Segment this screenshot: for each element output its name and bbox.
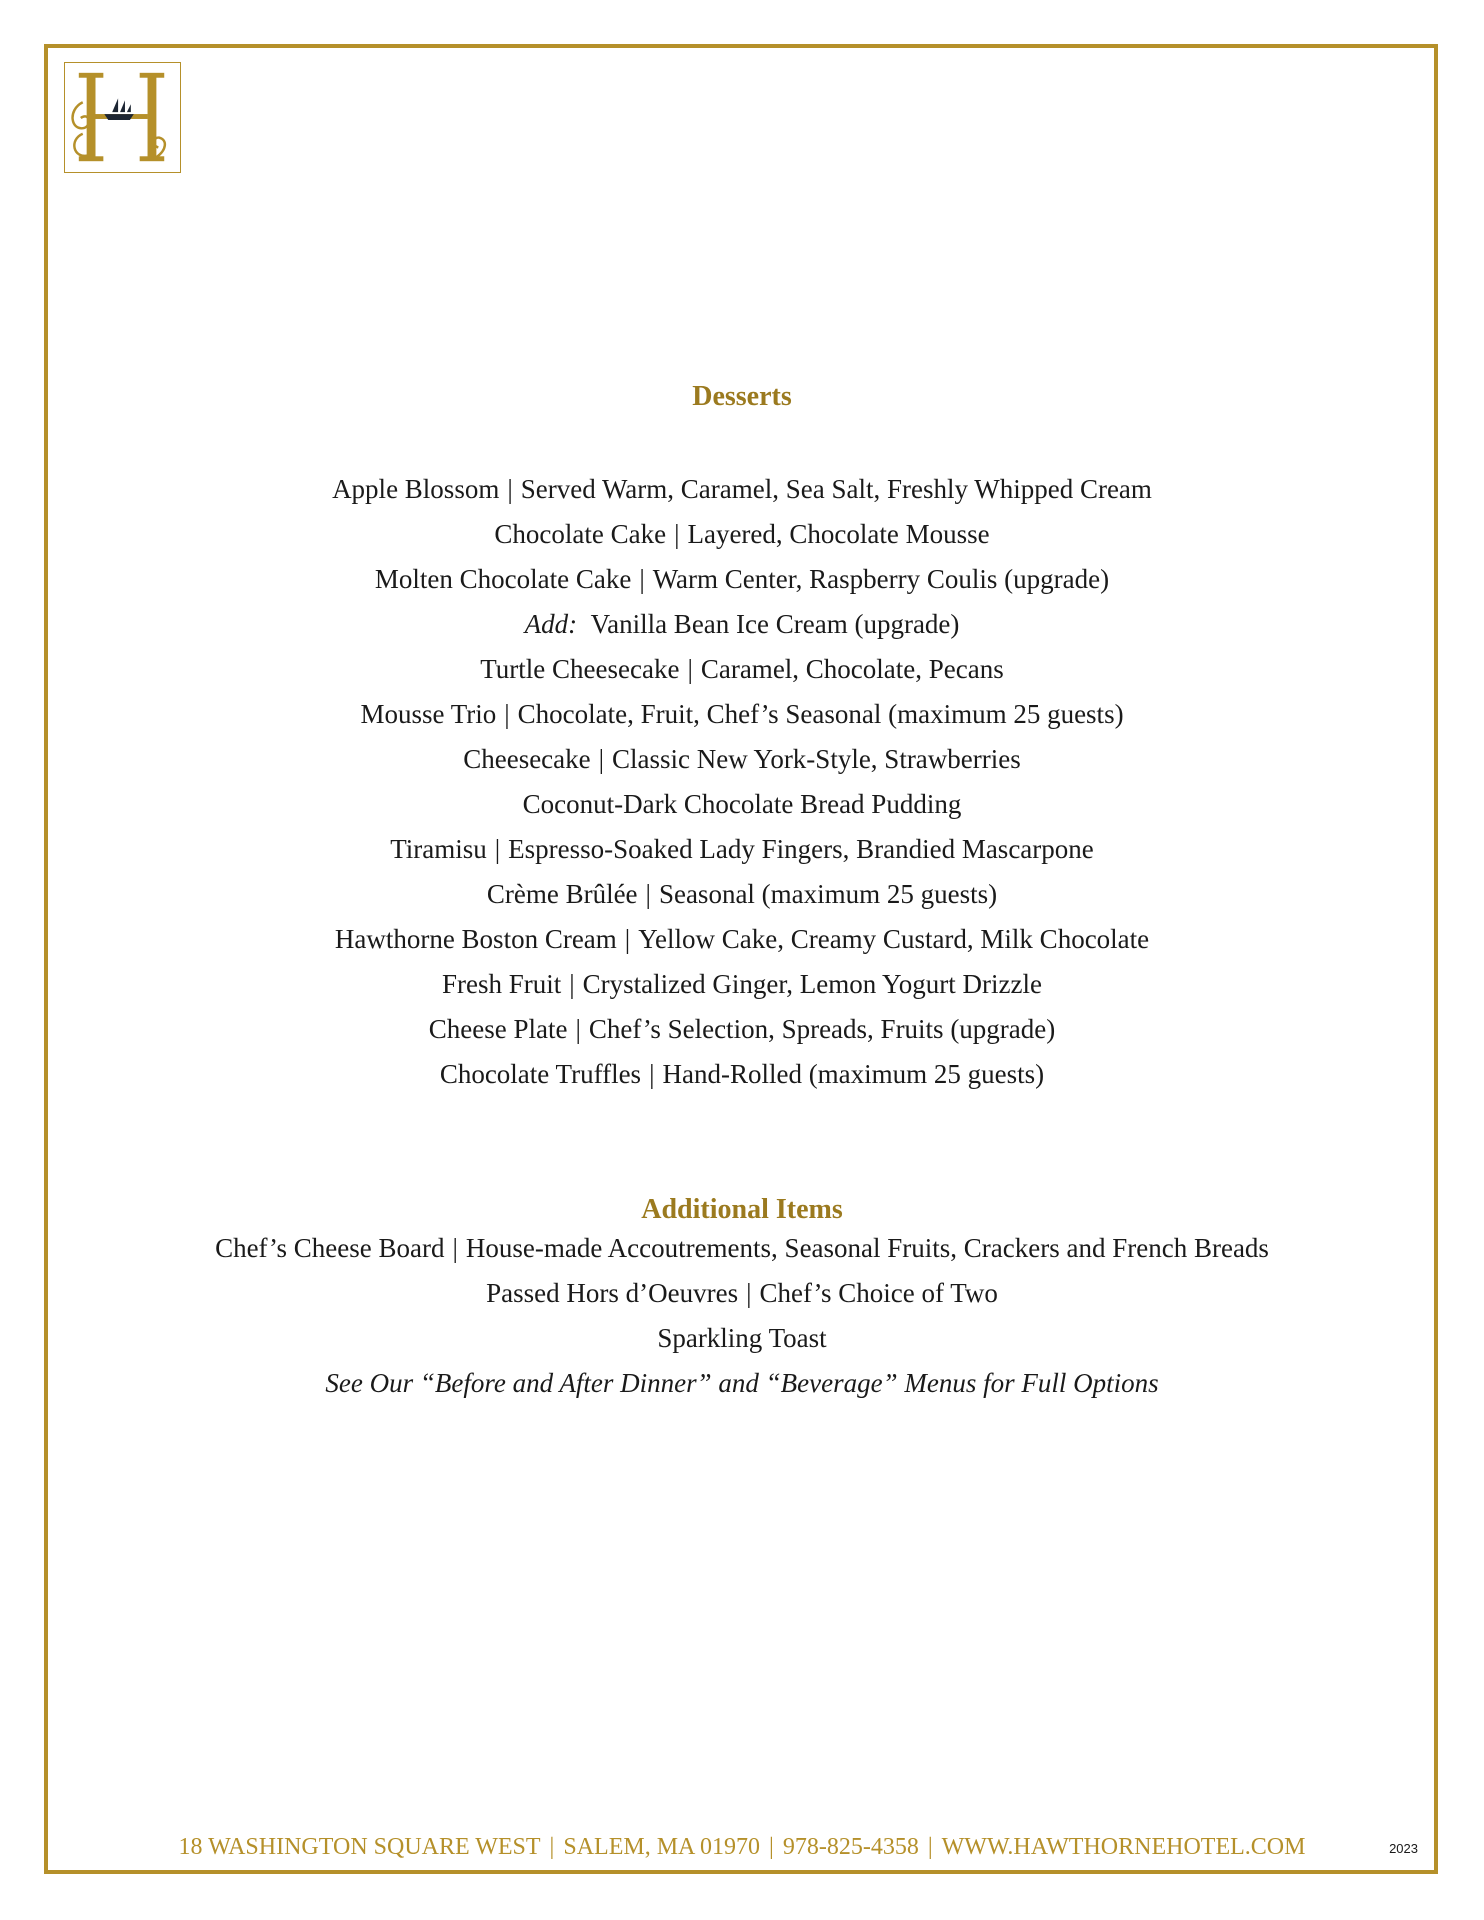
- menu-item: [0, 1226, 1484, 1271]
- footer-phone: 978-825-4358: [782, 1834, 919, 1860]
- menu-item: [0, 557, 1484, 602]
- menu-item-name: Tiramisu: [390, 834, 487, 864]
- additional-items-list: [0, 1226, 1484, 1406]
- menu-item-details: Chocolate, Fruit, Chef’s Seasonal (maximum 25 guests): [517, 699, 1124, 729]
- menu-item-details: Hand-Rolled (maximum 25 guests): [662, 1059, 1045, 1089]
- menu-item-name: Turtle Cheesecake: [480, 654, 680, 684]
- menu-item-text: Sparkling Toast: [657, 1323, 827, 1353]
- menu-item: [0, 962, 1484, 1007]
- menu-item-details: Served Warm, Caramel, Sea Salt, Freshly Whipped Cream: [520, 474, 1152, 504]
- menu-item-text: Coconut-Dark Chocolate Bread Pudding: [522, 789, 962, 819]
- menu-item-details: Layered, Chocolate Mousse: [687, 519, 990, 549]
- menu-item: [0, 692, 1484, 737]
- separator: |: [746, 1278, 752, 1308]
- menu-item-details: Chef’s Selection, Spreads, Fruits (upgrade): [588, 1014, 1056, 1044]
- additional-items-title: Additional Items: [641, 1194, 843, 1225]
- menu-item-name: Mousse Trio: [360, 699, 497, 729]
- separator: |: [649, 1059, 655, 1089]
- footer-address: 18 WASHINGTON SQUARE WEST: [178, 1834, 541, 1860]
- menu-item-details: Yellow Cake, Creamy Custard, Milk Chocolate: [638, 924, 1150, 954]
- footer-website[interactable]: WWW.HAWTHORNEHOTEL.COM: [941, 1834, 1306, 1860]
- separator: |: [452, 1233, 458, 1263]
- menu-item-details: Classic New York-Style, Strawberries: [612, 744, 1021, 774]
- menu-item-name: Hawthorne Boston Cream: [334, 924, 617, 954]
- separator: |: [687, 654, 693, 684]
- separator: |: [494, 834, 501, 864]
- add-on-text: Vanilla Bean Ice Cream (upgrade): [590, 609, 960, 639]
- separator: |: [674, 519, 680, 549]
- menu-item-details: Chef’s Choice of Two: [759, 1278, 998, 1308]
- desserts-title: Desserts: [692, 381, 792, 412]
- menu-item-details: Espresso-Soaked Lady Fingers, Brandied Mascarpone: [508, 834, 1094, 864]
- menu-item-details: Crystalized Ginger, Lemon Yogurt Drizzle: [582, 969, 1042, 999]
- separator: |: [504, 699, 510, 729]
- monogram-h-icon: [65, 63, 180, 172]
- menu-item-details: Seasonal (maximum 25 guests): [658, 879, 998, 909]
- menu-item-name: Cheese Plate: [428, 1014, 568, 1044]
- footer-contact: 18 WASHINGTON SQUARE WEST | SALEM, MA 01970 | 978-825-4358 | WWW.HAWTHORNEHOTEL.COM: [178, 1834, 1306, 1860]
- menu-item: [0, 1052, 1484, 1097]
- menu-item-name: Crème Brûlée: [486, 879, 638, 909]
- desserts-list: [0, 467, 1484, 1097]
- menu-item: [0, 1316, 1484, 1361]
- menu-item-name: Cheesecake: [463, 744, 591, 774]
- menu-item: [0, 827, 1484, 872]
- add-on-prefix: Add:: [524, 609, 578, 639]
- menu-item: [0, 872, 1484, 917]
- separator: |: [598, 744, 605, 774]
- menu-item: [0, 647, 1484, 692]
- menu-item-name: Apple Blossom: [332, 474, 500, 504]
- menu-item: [0, 782, 1484, 827]
- menu-item-details: Caramel, Chocolate, Pecans: [700, 654, 1004, 684]
- separator: |: [624, 924, 631, 954]
- separator: |: [569, 969, 575, 999]
- hawthorne-logo: [64, 62, 181, 173]
- menu-item-details: Warm Center, Raspberry Coulis (upgrade): [652, 564, 1110, 594]
- menu-item: [0, 1271, 1484, 1316]
- menu-item-name: Chocolate Cake: [494, 519, 667, 549]
- menu-item-name: Molten Chocolate Cake: [374, 564, 632, 594]
- menu-item: [0, 602, 1484, 647]
- menu-item: [0, 737, 1484, 782]
- menu-item: [0, 467, 1484, 512]
- separator: |: [575, 1014, 581, 1044]
- menu-item-name: Passed Hors d’Oeuvres: [486, 1278, 739, 1308]
- footer-year: 2023: [1389, 1841, 1418, 1856]
- separator: |: [645, 879, 651, 909]
- menu-note: See Our “Before and After Dinner” and “Beverage” Menus for Full Options: [325, 1368, 1159, 1398]
- menu-item: [0, 917, 1484, 962]
- menu-item-name: Fresh Fruit: [442, 969, 562, 999]
- menu-item: [0, 512, 1484, 557]
- menu-item-name: Chocolate Truffles: [439, 1059, 642, 1089]
- menu-item-name: Chef’s Cheese Board: [215, 1233, 445, 1263]
- menu-item: [0, 1007, 1484, 1052]
- separator: |: [639, 564, 645, 594]
- footer-city: SALEM, MA 01970: [563, 1834, 761, 1860]
- separator: |: [507, 474, 513, 504]
- menu-item-details: House-made Accoutrements, Seasonal Fruits, Crackers and French Breads: [465, 1233, 1269, 1263]
